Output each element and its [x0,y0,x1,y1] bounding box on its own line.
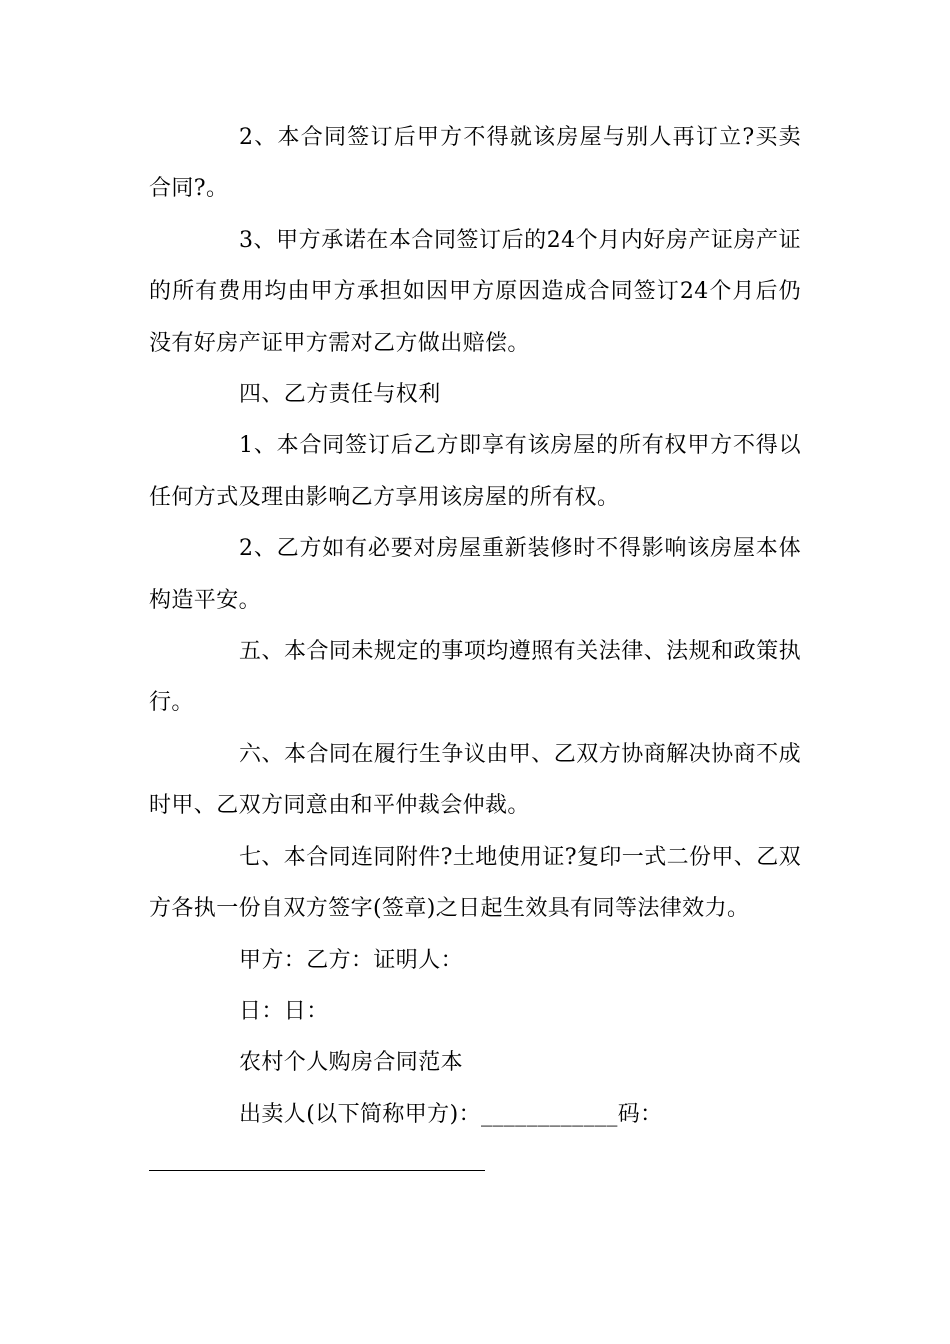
clause-paragraph: 2、本合同签订后甲方不得就该房屋与别人再订立?买卖合同?。 [149,125,801,202]
clause-paragraph: 七、本合同连同附件?土地使用证?复印一式二份甲、乙双方各执一份自双方签字(签章)之日起生效具有同等法律效力。 [149,844,801,922]
seller-field: 出卖人(以下简称甲方)：____________码： [239,1101,663,1127]
blank-underline [149,1170,485,1171]
document-body [149,112,801,1140]
clause-paragraph: 3、甲方承诺在本合同签订后的24个月内好房产证房产证的所有费用均由甲方承担如因甲方原因造成合同签订24个月后仍没有好房产证甲方需对乙方做出赔偿。 [149,227,801,356]
signature-dates: 日：日： [239,998,329,1024]
clause-paragraph: 2、乙方如有必要对房屋重新装修时不得影响该房屋本体构造平安。 [149,536,801,613]
signature-parties: 甲方：乙方：证明人： [239,947,464,973]
clause-paragraph: 五、本合同未规定的事项均遵照有关法律、法规和政策执行。 [149,639,801,716]
section-heading: 四、乙方责任与权利 [239,382,441,408]
clause-paragraph: 六、本合同在履行生争议由甲、乙双方协商解决协商不成时甲、乙双方同意由和平仲裁会仲裁。 [149,741,801,819]
contract-title: 农村个人购房合同范本 [239,1050,464,1076]
clause-paragraph: 1、本合同签订后乙方即享有该房屋的所有权甲方不得以任何方式及理由影响乙方享用该房屋的所有权。 [149,433,801,510]
